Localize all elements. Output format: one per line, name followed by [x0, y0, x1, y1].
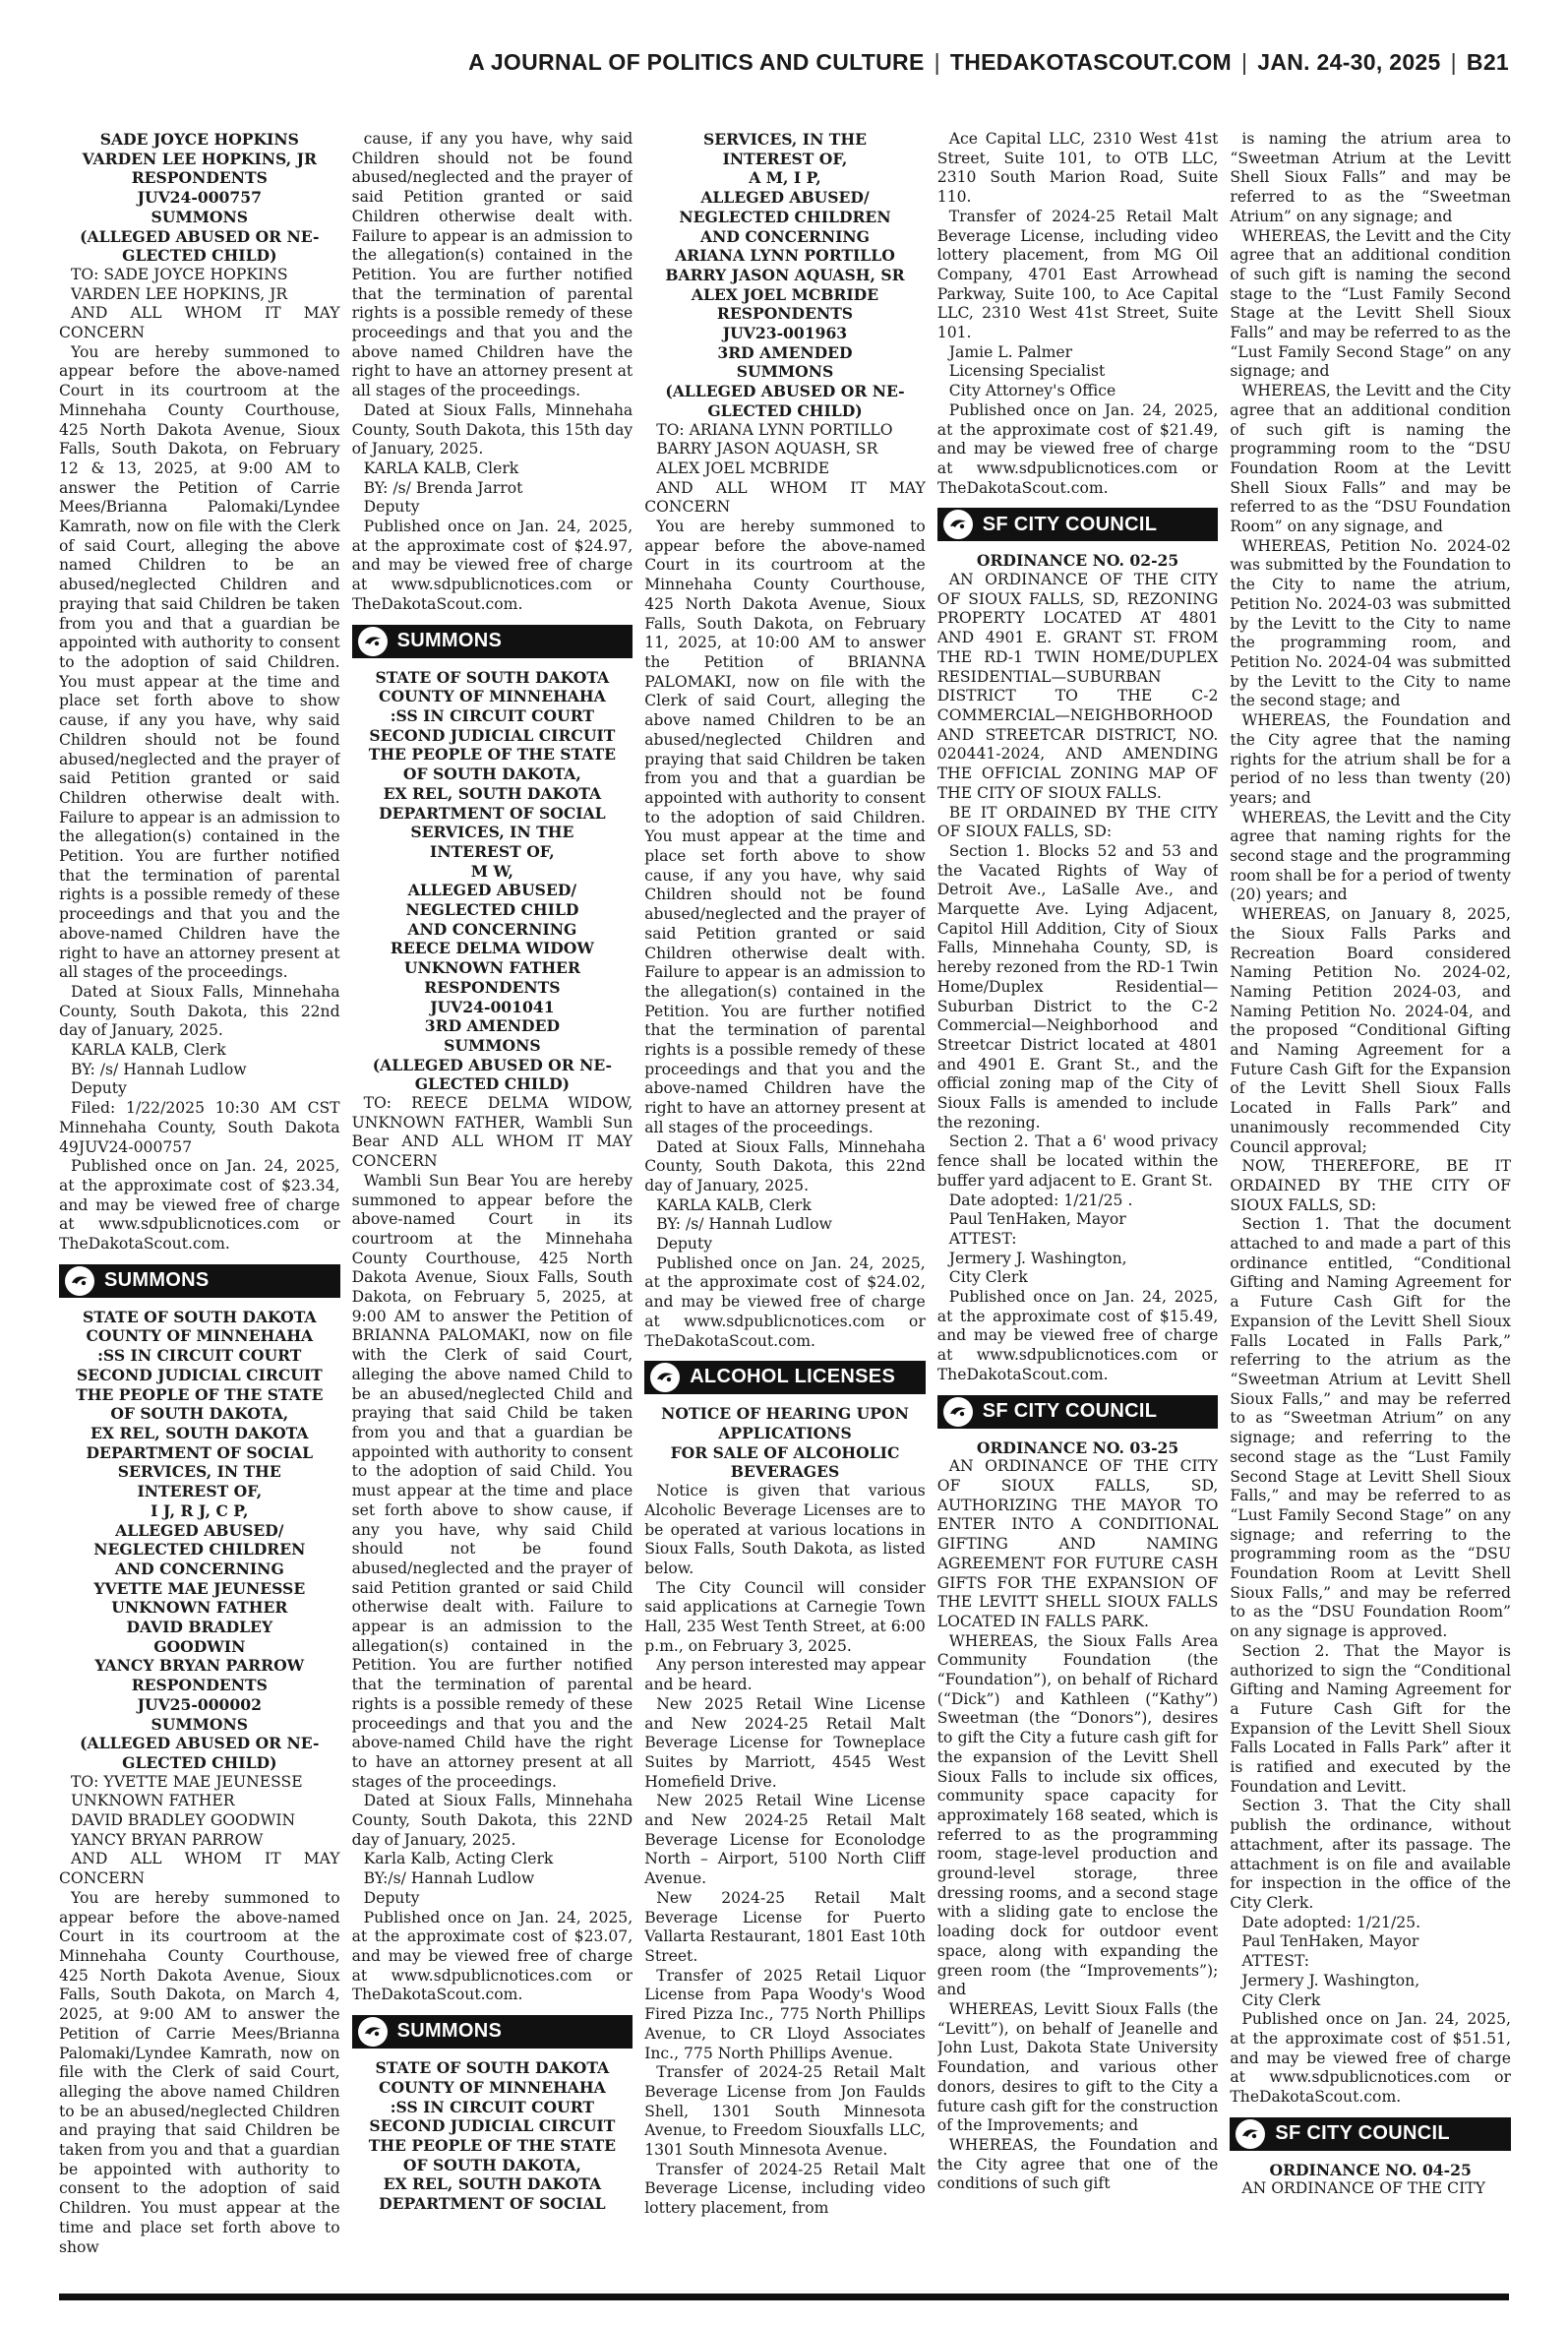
- scout-logo-icon: [943, 1397, 973, 1427]
- notice-paragraph: BE IT ORDAINED BY THE CITY OF SIOUX FALLS, SD:: [936, 803, 1219, 841]
- column-3: [644, 130, 926, 2285]
- scout-logo-icon: [943, 510, 973, 539]
- caption-line: VARDEN LEE HOPKINS, JR: [82, 149, 317, 168]
- caption-line: (ALLEGED ABUSED OR NE-: [80, 1734, 320, 1753]
- caption-line: SUMMONS: [736, 362, 834, 382]
- notice-caption: [352, 2058, 633, 2214]
- notice-paragraph: AND ALL WHOM IT MAY CONCERN: [59, 304, 340, 342]
- caption-line: SERVICES, IN THE: [117, 1462, 281, 1482]
- notice-paragraph: is naming the atrium area to “Sweetman Atrium at the Levitt Shell Sioux Falls” and may be referred to as the “Sweetman Atrium” on any signage; and: [1230, 130, 1511, 225]
- section-banner-label: SUMMONS: [396, 629, 503, 651]
- notice-paragraph: AN ORDINANCE OF THE CITY: [1241, 2179, 1485, 2198]
- caption-line: NEGLECTED CHILDREN: [93, 1540, 306, 1560]
- ordinance-title: ORDINANCE NO. 03-25: [976, 1438, 1179, 1457]
- section-banner: [1230, 2117, 1511, 2151]
- caption-line: DEPARTMENT OF SOCIAL: [379, 803, 606, 823]
- journal-tagline: A JOURNAL OF POLITICS AND CULTURE: [468, 49, 925, 75]
- notice-paragraph: You are hereby summoned to appear before the above-named Court in its courtroom at the Minnehaha County Courthouse, 425 North Dakota Avenue, Sioux Falls, South Dakota, on February 11, 2025, at 10:00 AM to answer the Petition of BRIANNA PALOMAKI, now on file with the Clerk of said Court, alleging the above named Children to be an abused/neglected Children and praying that said Children be taken from you and that a guardian be appointed with authority to consent to the adoption of said Children. You must appear at the time and place set forth above to show cause, if any you have, why said Children should not be found abused/neglected and the prayer of said Petition granted or said Children otherwise dealt with. Failure to appear is an admission to the allegation(s) contained in the Petition. You are further notified that the termination of parental rights is a possible remedy of these proceedings and that you and the above-named Children have the right to have an attorney present at all stages of the proceedings.: [644, 518, 926, 1136]
- caption-line: SECOND JUDICIAL CIRCUIT: [76, 1365, 323, 1384]
- caption-line: M W,: [470, 861, 513, 881]
- notice-paragraph: Jermery J. Washington,: [1241, 1971, 1420, 1989]
- notice-paragraph: Notice is given that various Alcoholic Beverage Licenses are to be operated at various locations in Sioux Falls, South Dakota, as listed below.: [644, 1482, 926, 1577]
- caption-line: GLECTED CHILD): [707, 400, 863, 420]
- site-name: THEDAKOTASCOUT.COM: [949, 49, 1232, 75]
- notice-paragraph: AND ALL WHOM IT MAY CONCERN: [644, 478, 926, 517]
- caption-line: THE PEOPLE OF THE STATE: [368, 2135, 617, 2155]
- caption-line: RESPONDENTS: [131, 1676, 268, 1695]
- caption-line: AND CONCERNING: [114, 1559, 284, 1578]
- caption-line: REECE DELMA WIDOW: [390, 939, 594, 958]
- caption-line: 3RD AMENDED: [717, 342, 853, 362]
- column-5: [1230, 130, 1511, 2285]
- caption-line: JUV24-001041: [430, 997, 555, 1016]
- caption-line: EX REL, SOUTH DAKOTA: [90, 1424, 309, 1442]
- caption-line: AND CONCERNING: [700, 226, 870, 246]
- caption-line: (ALLEGED ABUSED OR NE-: [372, 1055, 613, 1074]
- notice-paragraph: BARRY JASON AQUASH, SR: [656, 440, 878, 459]
- notice-paragraph: Published once on Jan. 24, 2025, at the approximate cost of $23.34, and may be viewed free of charge at www.sdpublicnotices.com or TheDakotaScout.com.: [59, 1157, 340, 1254]
- notice-paragraph: Deputy: [363, 498, 420, 517]
- notice-paragraph: Transfer of 2024-25 Retail Malt Beverage License from Jon Faulds Shell, 1301 South Minnesota Avenue, to Freedom Siouxfalls LLC, 1301 South Minnesota Avenue.: [644, 2063, 926, 2160]
- notice-paragraph: Paul TenHaken, Mayor: [1241, 1932, 1419, 1951]
- caption-line: APPLICATIONS: [718, 1424, 852, 1442]
- caption-line: JUV25-000002: [137, 1694, 262, 1714]
- caption-line: A M, I P,: [749, 168, 821, 188]
- notice-caption: [59, 1308, 340, 1773]
- caption-line: I J, R J, C P,: [151, 1500, 249, 1520]
- caption-line: STATE OF SOUTH DAKOTA: [375, 667, 610, 687]
- notice-paragraph: ATTEST:: [948, 1229, 1017, 1248]
- notice-paragraph: TO: SADE JOYCE HOPKINS: [71, 265, 288, 283]
- caption-line: UNKNOWN FATHER: [111, 1598, 288, 1618]
- notice-paragraph: Deputy: [71, 1079, 127, 1098]
- notice-paragraph: Section 1. Blocks 52 and 53 and the Vacated Rights of Way of Detroit Ave., LaSalle Ave., and Marquette Ave. Lying Adjacent, Capitol Hill Addition, City of Sioux Falls, Minnehaha County, SD, is hereby rezoned from the RD-1 Twin Home/Duplex Residential—Suburban District to the C-2 Commercial—Neighborhood and Streetcar District located at 4801 and 4901 E. Grant St., and the official zoning map of the City of Sioux Falls is amended to include the rezoning.: [936, 841, 1219, 1132]
- caption-line: RESPONDENTS: [716, 304, 854, 324]
- notice-paragraph: AN ORDINANCE OF THE CITY OF SIOUX FALLS, SD, REZONING PROPERTY LOCATED AT 4801 AND 4901 E. GRANT ST. FROM THE RD-1 TWIN HOME/DUPLEX RESIDENTIAL—SUBURBAN DISTRICT TO THE C-2 COMMERCIAL—NEIGHBORHOOD AND STREETCAR DISTRICT, NO. 020441-2024, AND AMENDING THE OFFICIAL ZONING MAP OF THE CITY OF SIOUX FALLS.: [936, 571, 1219, 802]
- caption-line: COUNTY OF MINNEHAHA: [379, 687, 606, 706]
- section-banner: [937, 508, 1219, 541]
- caption-line: NEGLECTED CHILDREN: [679, 207, 891, 226]
- caption-line: INTEREST OF,: [722, 149, 848, 168]
- notice-paragraph: You are hereby summoned to appear before the above-named Court in its courtroom at the Minnehaha County Courthouse, 425 North Dakota Avenue, Sioux Falls, South Dakota, on March 4, 2025, at 9:00 AM to answer the Petition of Carrie Mees/Brianna Palomaki/Lyndee Kamrath, now on file with the Clerk of said Court, alleging the above named Children to be an abused/neglected Children and praying that said Children be taken from you and that a guardian be appointed with authority to consent to the adoption of said Children. You must appear at the time and place set forth above to show: [59, 1888, 340, 2256]
- caption-line: ALLEGED ABUSED/: [407, 881, 577, 900]
- notice-paragraph: WHEREAS, the Sioux Falls Area Community Foundation (the “Foundation”), on behalf of Richard (“Dick”) and Kathleen (“Kathy”) Sweetman (the “Donors”), desires to gift the City a future cash gift for the expansion of the Levitt Shell Sioux Falls to include six offices, community space capacity for approximately 168 seated, which is referred to as the programming room, stage-level production and ground-level storage, three dressing rooms, and a second stage with a sliding gate to enclose the loading dock for outdoor event space, along with expanding the green room (the “Improvements”); and: [936, 1631, 1219, 1999]
- caption-line: COUNTY OF MINNEHAHA: [86, 1326, 314, 1346]
- notice-paragraph: KARLA KALB, Clerk: [656, 1195, 812, 1214]
- notice-paragraph: Published once on Jan. 24, 2025, at the approximate cost of $51.51, and may be viewed free of charge at www.sdpublicnotices.com or TheDakotaScout.com.: [1230, 2010, 1511, 2107]
- notice-paragraph: KARLA KALB, Clerk: [363, 459, 519, 477]
- notice-caption: [644, 1404, 926, 1482]
- notice-paragraph: Transfer of 2025 Retail Liquor License from Papa Woody's Wood Fired Pizza Inc., 775 North Phillips Avenue, to CR Lloyd Associates Inc., 775 North Phillips Avenue.: [644, 1966, 926, 2062]
- notice-paragraph: Section 2. That a 6' wood privacy fence shall be located within the buffer yard adjacent to E. Grant St.: [936, 1132, 1219, 1190]
- caption-line: SECOND JUDICIAL CIRCUIT: [369, 2116, 616, 2136]
- notice-paragraph: BY: /s/ Hannah Ludlow: [71, 1060, 247, 1078]
- section-banner-label: ALCOHOL LICENSES: [690, 1366, 896, 1388]
- caption-line: GLECTED CHILD): [122, 1752, 277, 1772]
- notice-paragraph: Dated at Sioux Falls, Minnehaha County, South Dakota, this 22nd day of January, 2025.: [59, 982, 340, 1040]
- caption-line: THE PEOPLE OF THE STATE: [76, 1384, 324, 1404]
- caption-line: UNKNOWN FATHER: [403, 958, 580, 978]
- notice-paragraph: Paul TenHaken, Mayor: [948, 1210, 1126, 1229]
- notice-paragraph: New 2025 Retail Wine License and New 2024-25 Retail Malt Beverage License for Towneplace Suites by Marriott, 4545 West Homefield Drive.: [644, 1694, 926, 1791]
- ordinance-title: ORDINANCE NO. 04-25: [1269, 2160, 1472, 2179]
- notice-paragraph: TO: REECE DELMA WIDOW, UNKNOWN FATHER, Wambli Sun Bear AND ALL WHOM IT MAY CONCERN: [351, 1094, 633, 1171]
- notice-paragraph: You are hereby summoned to appear before the above-named Court in its courtroom at the Minnehaha County Courthouse, 425 North Dakota Avenue, Sioux Falls, South Dakota, on February 12 & 13, 2025, at 9:00 AM to answer the Petition of Carrie Mees/Brianna Palomaki/Lyndee Kamrath, now on file with the Clerk of said Court, alleging the above named Children to be an abused/neglected Children and praying that said Children be taken from you and that a guardian be appointed with authority to consent to the adoption of said Children. You must appear at the time and place set forth above to show cause, if any you have, why said Children should not be found abused/neglected and the prayer of said Petition granted or said Children otherwise dealt with. Failure to appear is an admission to the allegation(s) contained in the Petition. You are further notified that the termination of parental rights is a possible remedy of these proceedings and that you and the above-named Children have the right to have an attorney present at all stages of the proceedings.: [59, 342, 340, 982]
- caption-line: SUMMONS: [151, 1714, 249, 1734]
- section-banner-label: SF CITY COUNCIL: [982, 513, 1158, 535]
- notice-paragraph: Jamie L. Palmer: [948, 342, 1073, 361]
- notice-paragraph: City Clerk: [1241, 1990, 1321, 2009]
- caption-line: STATE OF SOUTH DAKOTA: [82, 1307, 317, 1326]
- column-4: [937, 130, 1219, 2285]
- notice-paragraph: WHEREAS, Levitt Sioux Falls (the “Levitt”), on behalf of Jeanelle and John Lust, Dakota State University Foundation, and various other donors, desires to gift to the City a future cash gift for the construction of the Improvements; and: [936, 1999, 1219, 2135]
- caption-line: JUV24-000757: [137, 188, 262, 208]
- notice-paragraph: ATTEST:: [1241, 1952, 1310, 1971]
- caption-line: DAVID BRADLEY: [126, 1618, 273, 1637]
- notice-paragraph: BY: /s/ Hannah Ludlow: [656, 1215, 832, 1234]
- notice-paragraph: TO: ARIANA LYNN PORTILLO: [656, 420, 893, 439]
- caption-line: ALEX JOEL MCBRIDE: [691, 284, 879, 304]
- notice-paragraph: AND ALL WHOM IT MAY CONCERN: [59, 1850, 340, 1888]
- notice-paragraph: WHEREAS, the Foundation and the City agree that one of the conditions of such gift: [936, 2135, 1219, 2193]
- caption-line: EX REL, SOUTH DAKOTA: [383, 783, 602, 803]
- notice-paragraph: YANCY BRYAN PARROW: [71, 1830, 264, 1849]
- notice-paragraph: Ace Capital LLC, 2310 West 41st Street, Suite 101, to OTB LLC, 2310 South Marion Road, Suite 110.: [936, 130, 1219, 207]
- caption-line: BARRY JASON AQUASH, SR: [665, 265, 905, 284]
- notice-paragraph: Published once on Jan. 24, 2025, at the approximate cost of $21.49, and may be viewed free of charge at www.sdpublicnotices.com or TheDakotaScout.com.: [936, 400, 1219, 497]
- section-banner: [59, 1264, 340, 1298]
- notice-paragraph: WHEREAS, the Levitt and the City agree that an additional condition of such gift is naming the programming room to the “DSU Foundation Room at the Levitt Shell Sioux Falls” and may be referred to as the “DSU Foundation Room” on any signage, and: [1230, 382, 1511, 536]
- caption-line: :SS IN CIRCUIT COURT: [97, 1346, 302, 1366]
- issue-date: JAN. 24-30, 2025: [1257, 49, 1441, 75]
- notice-paragraph: WHEREAS, on January 8, 2025, the Sioux Falls Parks and Recreation Board considered Naming Petition No. 2024-02, Naming Petition 2024-03, and Naming Petition No. 2024-04, and the proposed “Conditional Gifting and Naming Agreement for a Future Cash Gift for the Expansion of the Levitt Shell Sioux Falls Located in Falls Park” and unanimously recommended City Council approval;: [1230, 905, 1511, 1156]
- caption-line: FOR SALE OF ALCOHOLIC: [670, 1442, 900, 1462]
- notice-paragraph: TO: YVETTE MAE JEUNESSE: [71, 1772, 303, 1791]
- section-banner: [352, 2015, 633, 2049]
- bottom-rule: [59, 2294, 1509, 2300]
- caption-line: OF SOUTH DAKOTA,: [110, 1404, 289, 1424]
- caption-line: JUV23-001963: [722, 324, 848, 343]
- caption-line: (ALLEGED ABUSED OR NE-: [665, 382, 905, 401]
- notice-columns: [59, 130, 1511, 2285]
- notice-paragraph: New 2024-25 Retail Malt Beverage License for Puerto Vallarta Restaurant, 1801 East 10th Street.: [644, 1888, 926, 1965]
- notice-paragraph: Transfer of 2024-25 Retail Malt Beverage License, including video lottery placement, from: [644, 2160, 926, 2218]
- scout-logo-icon: [650, 1363, 680, 1392]
- header-separator: |: [934, 49, 940, 75]
- caption-line: OF SOUTH DAKOTA,: [402, 765, 581, 784]
- notice-paragraph: Date adopted: 1/21/25 .: [948, 1191, 1133, 1209]
- notice-paragraph: The City Council will consider said applications at Carnegie Town Hall, 235 West Tenth Street, at 6:00 p.m., on February 3, 2025.: [644, 1578, 926, 1655]
- notice-paragraph: AN ORDINANCE OF THE CITY OF SIOUX FALLS, SD, AUTHORIZING THE MAYOR TO ENTER INTO A CONDITIONAL GIFTING AND NAMING AGREEMENT FOR FUTURE CASH GIFTS FOR THE EXPANSION OF THE LEVITT SHELL SIOUX FALLS LOCATED IN FALLS PARK.: [936, 1457, 1219, 1630]
- section-banner-label: SF CITY COUNCIL: [982, 1399, 1158, 1422]
- caption-line: GLECTED CHILD): [122, 246, 277, 266]
- notice-paragraph: Filed: 1/22/2025 10:30 AM CST Minnehaha County, South Dakota 49JUV24-000757: [59, 1099, 340, 1156]
- notice-paragraph: Dated at Sioux Falls, Minnehaha County, South Dakota, this 15th day of January, 2025.: [351, 400, 633, 459]
- section-banner: [644, 1361, 926, 1394]
- notice-paragraph: UNKNOWN FATHER: [71, 1792, 235, 1810]
- column-1: [59, 130, 340, 2285]
- caption-line: SERVICES, IN THE: [410, 823, 574, 842]
- notice-paragraph: Section 3. That the City shall publish the ordinance, without attachment, after its passage. The attachment is on file and available for inspection in the office of the City Clerk.: [1230, 1797, 1511, 1912]
- caption-line: ARIANA LYNN PORTILLO: [675, 246, 895, 266]
- page-number: B21: [1466, 49, 1509, 75]
- notice-paragraph: Dated at Sioux Falls, Minnehaha County, South Dakota, this 22nd day of January, 2025.: [644, 1137, 926, 1194]
- scout-logo-icon: [358, 627, 388, 656]
- section-banner: [937, 1395, 1219, 1429]
- notice-caption: [59, 130, 340, 266]
- caption-line: INTEREST OF,: [137, 1482, 263, 1501]
- caption-line: :SS IN CIRCUIT COURT: [390, 705, 594, 725]
- notice-paragraph: Published once on Jan. 24, 2025, at the approximate cost of $23.07, and may be viewed free of charge at www.sdpublicnotices.com or TheDakotaScout.com.: [351, 1908, 633, 2004]
- caption-line: SUMMONS: [444, 1035, 541, 1055]
- caption-line: STATE OF SOUTH DAKOTA: [375, 2058, 610, 2078]
- caption-line: YANCY BRYAN PARROW: [94, 1656, 305, 1676]
- notice-paragraph: Licensing Specialist: [948, 362, 1106, 381]
- header-separator: |: [1240, 49, 1248, 75]
- caption-line: THE PEOPLE OF THE STATE: [368, 745, 617, 765]
- notice-paragraph: WHEREAS, Petition No. 2024-02 was submitted by the Foundation to the City to name the atrium, Petition No. 2024-03 was submitted by the Levitt to the City to name the programming room, and Petition No. 2024-04 was submitted by the Levitt to the City to name the second stage; and: [1230, 536, 1511, 710]
- notice-paragraph: WHEREAS, the Levitt and the City agree that naming rights for the second stage and the programming room shall be for a period of twenty (20) years; and: [1230, 808, 1511, 904]
- caption-line: OF SOUTH DAKOTA,: [402, 2155, 581, 2174]
- caption-line: GOODWIN: [153, 1636, 246, 1656]
- notice-caption: [644, 130, 926, 421]
- notice-paragraph: Deputy: [363, 1888, 420, 1907]
- caption-line: NOTICE OF HEARING UPON: [661, 1404, 909, 1424]
- notice-paragraph: Jermery J. Washington,: [948, 1249, 1127, 1267]
- section-banner-label: SUMMONS: [104, 1268, 210, 1291]
- caption-line: ALLEGED ABUSED/: [700, 188, 870, 208]
- caption-line: :SS IN CIRCUIT COURT: [390, 2097, 594, 2116]
- caption-line: ALLEGED ABUSED/: [115, 1520, 284, 1540]
- notice-paragraph: NOW, THEREFORE, BE IT ORDAINED BY THE CITY OF SIOUX FALLS, SD:: [1230, 1157, 1511, 1214]
- caption-line: AND CONCERNING: [407, 919, 577, 939]
- notice-paragraph: Published once on Jan. 24, 2025, at the approximate cost of $24.97, and may be viewed free of charge at www.sdpublicnotices.com or TheDakotaScout.com.: [351, 518, 633, 613]
- caption-line: NEGLECTED CHILD: [405, 900, 579, 920]
- caption-line: SUMMONS: [151, 207, 249, 226]
- notice-paragraph: Published once on Jan. 24, 2025, at the approximate cost of $24.02, and may be viewed free of charge at www.sdpublicnotices.com or TheDakotaScout.com.: [644, 1254, 926, 1350]
- caption-line: SERVICES, IN THE: [702, 130, 867, 149]
- notice-paragraph: Published once on Jan. 24, 2025, at the approximate cost of $15.49, and may be viewed free of charge at www.sdpublicnotices.com or TheDakotaScout.com.: [936, 1288, 1219, 1383]
- section-banner-label: SF CITY COUNCIL: [1275, 2121, 1450, 2144]
- page-header: [59, 49, 1509, 83]
- notice-paragraph: City Attorney's Office: [948, 382, 1116, 400]
- notice-paragraph: Section 1. That the document attached to and made a part of this ordinance entitled, “Conditional Gifting and Naming Agreement for a Future Cash Gift for the Expansion of the Levitt Shell Sioux Falls Located in Falls Park,” referring to the atrium as the “Sweetman Atrium at Levitt Shell Sioux Falls,” and may be referred to as “Sweetman Atrium” on any signage; and referring to the second stage as the “Lust Family Second Stage at Levitt Shell Sioux Falls,” and may be referred to as “Lust Family Second Stage” on any signage; and referring to the programming room as the “DSU Foundation Room at Levitt Shell Sioux Falls,” and may be referred to as the “DSU Foundation Room” on any signage is approved.: [1230, 1215, 1511, 1641]
- caption-line: BEVERAGES: [730, 1462, 840, 1482]
- scout-logo-icon: [65, 1266, 94, 1296]
- caption-line: DEPARTMENT OF SOCIAL: [379, 2194, 606, 2214]
- column-2: [352, 130, 633, 2285]
- notice-paragraph: Transfer of 2024-25 Retail Malt Beverage License, including video lottery placement, from MG Oil Company, 4701 East Arrowhead Parkway, Suite 100, to Ace Capital LLC, 2310 West 41st Street, Suite 101.: [936, 207, 1219, 342]
- caption-line: GLECTED CHILD): [414, 1074, 571, 1094]
- notice-paragraph: WHEREAS, the Foundation and the City agree that the naming rights for the atrium shall be for a period of no less than twenty (20) years; and: [1230, 711, 1511, 807]
- notice-paragraph: KARLA KALB, Clerk: [71, 1041, 226, 1060]
- notice-paragraph: WHEREAS, the Levitt and the City agree that an additional condition of such gift is naming the second stage to the “Lust Family Second Stage at the Levitt Shell Sioux Falls” and may be referred to as the “Lust Family Second Stage” on any signage; and: [1230, 226, 1511, 381]
- caption-line: YVETTE MAE JEUNESSE: [93, 1578, 306, 1598]
- caption-line: 3RD AMENDED: [424, 1016, 560, 1036]
- notice-paragraph: Karla Kalb, Acting Clerk: [363, 1850, 554, 1868]
- notice-paragraph: ALEX JOEL MCBRIDE: [656, 459, 830, 477]
- notice-paragraph: Section 2. That the Mayor is authorized to sign the “Conditional Gifting and Naming Agreement for a Future Cash Gift for the Expansion of the Levitt Shell Sioux Falls Located in Falls Park” after it is ratified and executed by the Foundation and Levitt.: [1230, 1641, 1511, 1796]
- caption-line: DEPARTMENT OF SOCIAL: [86, 1442, 314, 1462]
- caption-line: RESPONDENTS: [131, 168, 268, 188]
- notice-paragraph: Date adopted: 1/21/25.: [1241, 1913, 1421, 1931]
- notice-paragraph: BY:/s/ Hannah Ludlow: [363, 1869, 535, 1888]
- notice-paragraph: New 2025 Retail Wine License and New 2024-25 Retail Malt Beverage License for Econolodge North – Airport, 5100 North Cliff Avenue.: [644, 1792, 926, 1888]
- section-banner-label: SUMMONS: [396, 2020, 503, 2043]
- notice-paragraph: Wambli Sun Bear You are hereby summoned to appear before the above-named Court in its courtroom at the Minnehaha County Courthouse, 425 North Dakota Avenue, Sioux Falls, South Dakota, on February 5, 2025, at 9:00 AM to answer the Petition of BRIANNA PALOMAKI, now on file with the Clerk of said Court, alleging the above named Child to be an abused/neglected Child and praying that said Child be taken from you and that a guardian be appointed with authority to consent to the adoption of said Child. You must appear at the time and place set forth above to show cause, if any you have, why said Child should not be found abused/neglected and the prayer of said Petition granted or said Child otherwise dealt with. Failure to appear is an admission to the allegation(s) contained in the Petition. You are further notified that the termination of parental rights is a possible remedy of these proceedings and that you and the above-named Child have the right to have an attorney present at all stages of the proceedings.: [351, 1171, 633, 1791]
- notice-paragraph: Deputy: [656, 1235, 713, 1254]
- caption-line: RESPONDENTS: [424, 977, 561, 997]
- caption-line: COUNTY OF MINNEHAHA: [379, 2077, 606, 2097]
- ordinance-title: ORDINANCE NO. 02-25: [976, 551, 1179, 571]
- scout-logo-icon: [358, 2017, 388, 2047]
- notice-paragraph: Dated at Sioux Falls, Minnehaha County, South Dakota, this 22ND day of January, 2025.: [351, 1792, 633, 1849]
- caption-line: SECOND JUDICIAL CIRCUIT: [369, 725, 616, 745]
- notice-paragraph: VARDEN LEE HOPKINS, JR: [71, 284, 288, 303]
- section-banner: [352, 625, 633, 658]
- notice-paragraph: DAVID BRADLEY GOODWIN: [71, 1811, 296, 1830]
- caption-line: INTEREST OF,: [430, 841, 555, 861]
- notice-paragraph: Any person interested may appear and be heard.: [644, 1656, 926, 1694]
- header-separator: |: [1450, 49, 1457, 75]
- caption-line: (ALLEGED ABUSED OR NE-: [80, 226, 320, 246]
- notice-caption: [352, 668, 633, 1094]
- notice-paragraph: City Clerk: [948, 1268, 1028, 1287]
- scout-logo-icon: [1236, 2119, 1265, 2149]
- notice-paragraph: cause, if any you have, why said Children should not be found abused/neglected and the prayer of said Petition granted or said Children otherwise dealt with. Failure to appear is an admission to the allegation(s) contained in the Petition. You are further notified that the termination of parental rights is a possible remedy of these proceedings and that you and the above named Children have the right to have an attorney present at all stages of the proceedings.: [351, 130, 633, 400]
- caption-line: EX REL, SOUTH DAKOTA: [383, 2174, 602, 2194]
- notice-paragraph: BY: /s/ Brenda Jarrot: [363, 478, 523, 497]
- caption-line: SADE JOYCE HOPKINS: [99, 130, 299, 149]
